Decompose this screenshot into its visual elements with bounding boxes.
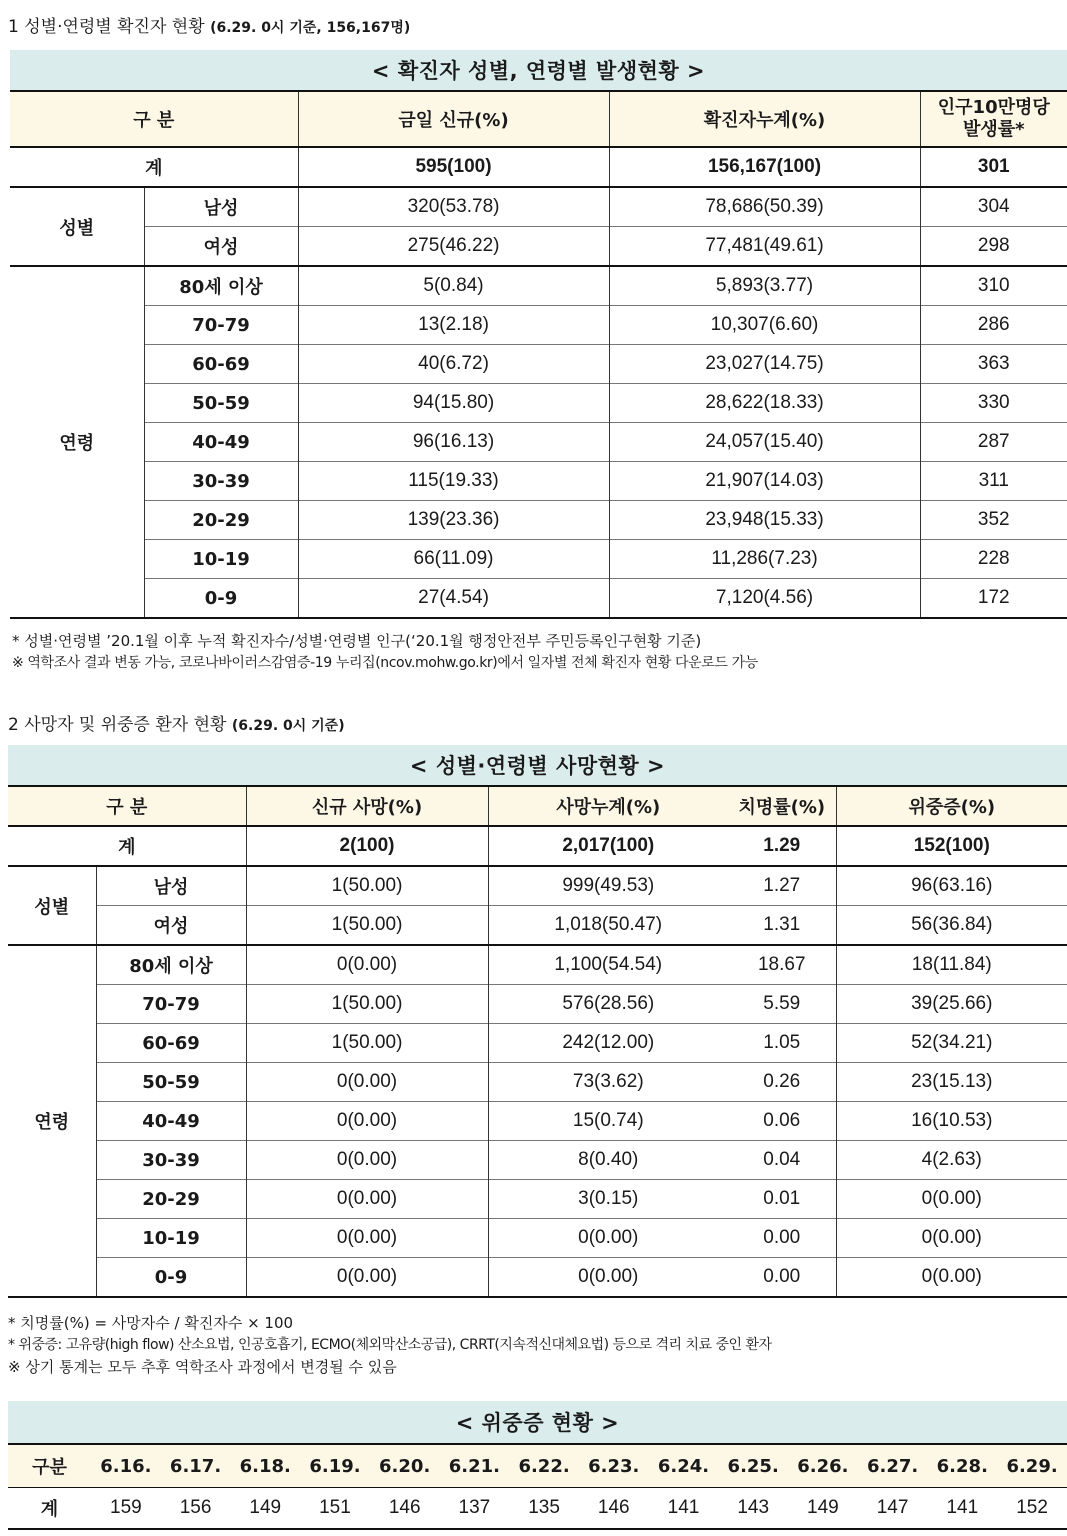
age-rate: 330 xyxy=(920,384,1067,423)
age-new: 94(15.80) xyxy=(298,384,609,423)
sex-fatality: 1.27 xyxy=(728,866,836,906)
date-cell: 6.19. xyxy=(300,1444,370,1488)
value-cell: 135 xyxy=(528,1497,560,1518)
age-severe: 4(2.63) xyxy=(836,1141,1067,1180)
age-severe: 39(25.66) xyxy=(836,985,1067,1024)
age-cum-death: 242(12.00) xyxy=(488,1024,728,1063)
age-cum-death: 73(3.62) xyxy=(488,1063,728,1102)
age-row xyxy=(10,384,1067,423)
age-label: 60-69 xyxy=(96,1024,246,1063)
value-cell: 152 xyxy=(1016,1497,1048,1518)
sex-label: 남성 xyxy=(96,866,246,906)
age-cumulative: 28,622(18.33) xyxy=(609,384,920,423)
sex-severe: 56(36.84) xyxy=(836,906,1067,946)
age-fatality: 1.05 xyxy=(728,1024,836,1063)
sex-new-death: 1(50.00) xyxy=(246,906,488,946)
age-label: 80세 이상 xyxy=(96,945,246,985)
header-rate-line2: 발생률* xyxy=(962,119,1025,140)
date-cell: 6.17. xyxy=(161,1444,231,1488)
value-cell: 141 xyxy=(946,1497,979,1518)
age-row xyxy=(8,1063,1067,1102)
value-cell: 137 xyxy=(458,1497,491,1518)
age-label: 0-9 xyxy=(144,579,298,619)
note-line: * 위중증: 고유량(high flow) 산소요법, 인공호흡기, ECMO(체외막산소공급), CRRT(지속적신대체요법) 등으로 격리 치료 중인 환자 xyxy=(8,1337,772,1353)
date-cell: 6.23. xyxy=(579,1444,649,1488)
note-line: ※ 상기 통계는 모두 추후 역학조사 과정에서 변경될 수 있음 xyxy=(8,1358,397,1376)
age-row xyxy=(8,1024,1067,1063)
value-cell: 159 xyxy=(110,1497,142,1518)
age-row xyxy=(8,985,1067,1024)
total-rate: 301 xyxy=(977,156,1010,177)
section1-subtitle: (6.29. 0시 기준, 156,167명) xyxy=(210,20,411,36)
age-label: 40-49 xyxy=(144,423,298,462)
age-new: 96(16.13) xyxy=(298,423,609,462)
age-label: 80세 이상 xyxy=(144,266,298,306)
total-row xyxy=(8,826,1067,866)
header-category: 구 분 xyxy=(8,786,246,826)
row-label: 계 xyxy=(40,1499,59,1520)
age-fatality: 0.01 xyxy=(728,1180,836,1219)
age-new-death: 0(0.00) xyxy=(246,1141,488,1180)
age-row xyxy=(10,423,1067,462)
age-new: 115(19.33) xyxy=(298,462,609,501)
total-label: 계 xyxy=(8,826,246,866)
age-new-death: 1(50.00) xyxy=(246,985,488,1024)
sex-rate: 304 xyxy=(977,196,1010,217)
age-label: 10-19 xyxy=(96,1219,246,1258)
age-cum-death: 1,100(54.54) xyxy=(554,954,663,975)
sex-new-death: 1(50.00) xyxy=(246,866,488,906)
section1-notes xyxy=(12,630,758,674)
value-cell: 149 xyxy=(807,1497,839,1518)
age-cum-death: 3(0.15) xyxy=(488,1180,728,1219)
confirmed-cases-table xyxy=(10,90,1067,619)
table-header-row xyxy=(8,1444,1067,1488)
age-fatality: 0.04 xyxy=(728,1141,836,1180)
age-rate: 311 xyxy=(920,462,1067,501)
age-rate: 286 xyxy=(920,306,1067,345)
total-new-death: 2(100) xyxy=(246,826,488,866)
age-label: 50-59 xyxy=(144,384,298,423)
age-label: 70-79 xyxy=(144,306,298,345)
sex-label: 남성 xyxy=(144,187,298,227)
total-fatality: 1.29 xyxy=(728,826,836,866)
age-cumulative: 23,027(14.75) xyxy=(609,345,920,384)
date-cell: 6.20. xyxy=(370,1444,440,1488)
age-label: 30-39 xyxy=(96,1141,246,1180)
sex-rate: 298 xyxy=(920,227,1067,267)
table-header-row xyxy=(10,91,1067,147)
age-new-death: 0(0.00) xyxy=(246,1063,488,1102)
age-label: 40-49 xyxy=(96,1102,246,1141)
sex-group-label: 성별 xyxy=(8,866,96,945)
age-label: 30-39 xyxy=(144,462,298,501)
age-row xyxy=(8,945,1067,985)
date-cell: 6.16. xyxy=(91,1444,161,1488)
severe-trend-table xyxy=(8,1443,1067,1530)
age-new-death: 0(0.00) xyxy=(246,1258,488,1298)
date-cell: 6.28. xyxy=(927,1444,997,1488)
total-new: 595(100) xyxy=(298,147,609,187)
section2-title-text: 2 사망자 및 위중증 환자 현황 xyxy=(8,715,227,735)
age-fatality: 0.00 xyxy=(728,1258,836,1298)
severe-trend-block xyxy=(8,1401,1067,1530)
sex-fatality: 1.31 xyxy=(728,906,836,946)
section1-title xyxy=(8,12,410,37)
age-new: 66(11.09) xyxy=(298,540,609,579)
note-line: * 성별·연령별 ’20.1월 이후 누적 확진자수/성별·연령별 인구(‘20.1월 행정안전부 주민등록인구현황 기준) xyxy=(12,632,702,650)
section2-notes xyxy=(8,1312,772,1378)
age-severe: 52(34.21) xyxy=(836,1024,1067,1063)
age-rate: 287 xyxy=(920,423,1067,462)
sex-row xyxy=(10,187,1067,227)
age-new: 27(4.54) xyxy=(298,579,609,619)
age-severe: 0(0.00) xyxy=(836,1219,1067,1258)
sex-cum-death: 999(49.53) xyxy=(562,875,655,896)
header-category: 구 분 xyxy=(10,91,298,147)
age-fatality: 18.67 xyxy=(728,945,836,985)
sex-group-label: 성별 xyxy=(10,187,144,266)
date-cell: 6.26. xyxy=(788,1444,858,1488)
age-label: 50-59 xyxy=(96,1063,246,1102)
age-cum-death: 576(28.56) xyxy=(488,985,728,1024)
date-cell: 6.25. xyxy=(718,1444,788,1488)
age-fatality: 5.59 xyxy=(728,985,836,1024)
age-row xyxy=(8,1102,1067,1141)
age-cumulative: 24,057(15.40) xyxy=(609,423,920,462)
header-severe: 위중증(%) xyxy=(836,786,1067,826)
deaths-table xyxy=(8,785,1067,1298)
age-new-death: 0(0.00) xyxy=(246,1180,488,1219)
age-label: 20-29 xyxy=(96,1180,246,1219)
section1-title-text: 1 성별·연령별 확진자 현황 xyxy=(8,17,205,37)
sex-label: 여성 xyxy=(144,227,298,267)
age-rate: 352 xyxy=(920,501,1067,540)
age-new-death: 0(0.00) xyxy=(246,945,488,985)
sex-row xyxy=(8,866,1067,906)
age-row xyxy=(10,306,1067,345)
total-severe: 152(100) xyxy=(913,835,990,856)
confirmed-cases-table-block xyxy=(10,50,1067,619)
age-row xyxy=(10,579,1067,619)
deaths-banner: < 성별·연령별 사망현황 > xyxy=(8,745,1067,785)
age-rate: 172 xyxy=(920,579,1067,619)
age-cumulative: 21,907(14.03) xyxy=(609,462,920,501)
header-fatality: 치명률(%) xyxy=(728,786,836,826)
age-cumulative: 5,893(3.77) xyxy=(609,266,920,306)
header-cum-death: 사망누계(%) xyxy=(488,786,728,826)
severe-count-row xyxy=(8,1488,1067,1530)
age-row xyxy=(10,266,1067,306)
age-label: 60-69 xyxy=(144,345,298,384)
age-fatality: 0.00 xyxy=(728,1219,836,1258)
age-row xyxy=(8,1141,1067,1180)
age-group-label: 연령 xyxy=(10,266,144,618)
date-cell: 6.21. xyxy=(440,1444,510,1488)
sex-row xyxy=(10,227,1067,267)
age-cum-death: 8(0.40) xyxy=(488,1141,728,1180)
confirmed-cases-banner: < 확진자 성별, 연령별 발생현황 > xyxy=(10,50,1067,90)
sex-label: 여성 xyxy=(96,906,246,946)
age-label: 20-29 xyxy=(144,501,298,540)
value-cell: 151 xyxy=(319,1497,351,1518)
age-label: 0-9 xyxy=(96,1258,246,1298)
age-cum-death: 0(0.00) xyxy=(488,1219,728,1258)
age-cumulative: 11,286(7.23) xyxy=(609,540,920,579)
age-new: 40(6.72) xyxy=(298,345,609,384)
sex-new: 320(53.78) xyxy=(298,187,609,227)
sex-new: 275(46.22) xyxy=(298,227,609,267)
note-line: ※ 역학조사 결과 변동 가능, 코로나바이러스감염증-19 누리집(ncov.mohw.go.kr)에서 일자별 전체 확진자 현황 다운로드 가능 xyxy=(12,655,758,671)
header-new: 금일 신규(%) xyxy=(298,91,609,147)
age-new: 139(23.36) xyxy=(298,501,609,540)
sex-severe: 96(63.16) xyxy=(911,875,993,896)
age-row xyxy=(8,1219,1067,1258)
age-row xyxy=(8,1258,1067,1298)
age-cumulative: 23,948(15.33) xyxy=(609,501,920,540)
sex-cum-death: 1,018(50.47) xyxy=(488,906,728,946)
age-row xyxy=(10,462,1067,501)
value-cell: 146 xyxy=(597,1497,630,1518)
total-cumulative: 156,167(100) xyxy=(609,147,920,187)
age-rate: 228 xyxy=(920,540,1067,579)
age-fatality: 0.06 xyxy=(728,1102,836,1141)
sex-cumulative: 77,481(49.61) xyxy=(609,227,920,267)
sex-row xyxy=(8,906,1067,946)
section2-title xyxy=(8,710,345,735)
age-new-death: 1(50.00) xyxy=(246,1024,488,1063)
table-header-row xyxy=(8,786,1067,826)
note-line: * 치명률(%) = 사망자수 / 확진자수 × 100 xyxy=(8,1314,294,1332)
total-label: 계 xyxy=(10,147,298,187)
value-cell: 149 xyxy=(249,1497,282,1518)
header-rate-line1: 인구10만명당 xyxy=(937,97,1050,118)
deaths-table-block xyxy=(8,745,1067,1298)
age-cumulative: 10,307(6.60) xyxy=(609,306,920,345)
total-cum-death: 2,017(100) xyxy=(562,835,655,856)
date-cell: 6.18. xyxy=(230,1444,300,1488)
age-fatality: 0.26 xyxy=(728,1063,836,1102)
age-row xyxy=(10,345,1067,384)
age-severe: 0(0.00) xyxy=(836,1180,1067,1219)
age-cum-death: 15(0.74) xyxy=(488,1102,728,1141)
age-new: 5(0.84) xyxy=(298,266,609,306)
age-label: 10-19 xyxy=(144,540,298,579)
section2-subtitle: (6.29. 0시 기준) xyxy=(231,718,345,734)
age-rate: 310 xyxy=(977,275,1010,296)
header-category: 구분 xyxy=(8,1444,91,1488)
age-new-death: 0(0.00) xyxy=(246,1102,488,1141)
age-row xyxy=(10,540,1067,579)
header-rate xyxy=(920,91,1067,147)
sex-cumulative: 78,686(50.39) xyxy=(609,187,920,227)
severe-trend-banner: < 위중증 현황 > xyxy=(8,1401,1067,1443)
age-rate: 363 xyxy=(920,345,1067,384)
age-severe: 18(11.84) xyxy=(911,954,992,975)
age-new-death: 0(0.00) xyxy=(246,1219,488,1258)
header-cumulative: 확진자누계(%) xyxy=(609,91,920,147)
date-cell: 6.27. xyxy=(858,1444,928,1488)
header-new-death: 신규 사망(%) xyxy=(246,786,488,826)
age-new: 13(2.18) xyxy=(298,306,609,345)
value-cell: 156 xyxy=(179,1497,212,1518)
age-row xyxy=(10,501,1067,540)
age-severe: 0(0.00) xyxy=(836,1258,1067,1298)
value-cell: 147 xyxy=(876,1497,909,1518)
date-cell: 6.22. xyxy=(509,1444,579,1488)
value-cell: 146 xyxy=(388,1497,421,1518)
value-cell: 143 xyxy=(737,1497,770,1518)
age-group-label: 연령 xyxy=(8,945,96,1297)
age-cum-death: 0(0.00) xyxy=(488,1258,728,1298)
date-cell: 6.29. xyxy=(997,1444,1067,1488)
age-severe: 16(10.53) xyxy=(836,1102,1067,1141)
total-row xyxy=(10,147,1067,187)
date-cell: 6.24. xyxy=(649,1444,719,1488)
age-severe: 23(15.13) xyxy=(836,1063,1067,1102)
value-cell: 141 xyxy=(667,1497,700,1518)
age-row xyxy=(8,1180,1067,1219)
age-label: 70-79 xyxy=(96,985,246,1024)
age-cumulative: 7,120(4.56) xyxy=(609,579,920,619)
